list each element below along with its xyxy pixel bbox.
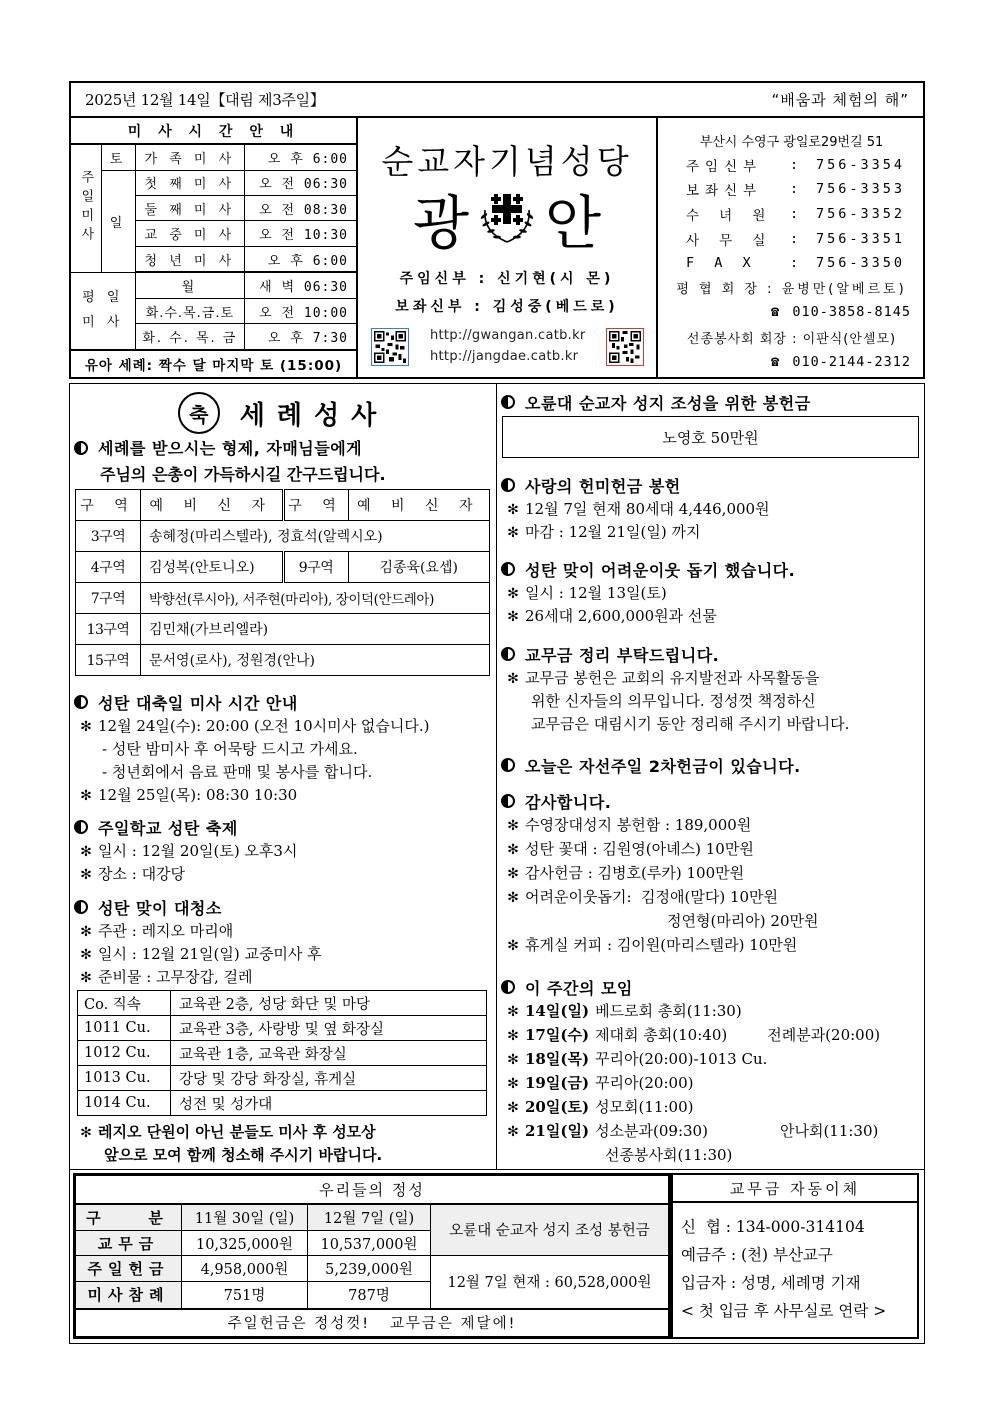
church-name-right: 안 [545, 189, 602, 257]
meeting-events: 꾸리아(20:00) [595, 1074, 694, 1092]
oryundae-donation-section [501, 390, 811, 414]
offering-slogan: 주일헌금은 정성껏! 교무금은 제달에! [76, 1309, 669, 1337]
column-header: 구 역 [76, 490, 141, 521]
thanks-value: 189,000원 [674, 816, 752, 834]
left-column [70, 384, 497, 1169]
section-subline: - 청년회에서 음료 판매 및 봉사를 합니다. [102, 763, 373, 781]
section-line: 일시 : 12월 13일(토) [525, 584, 667, 602]
catechumen-table [75, 489, 490, 676]
section-line: 일시 : 12월 21일(일) 교중미사 후 [98, 945, 322, 963]
value-cell: 751명 [182, 1282, 308, 1309]
meeting-item [501, 1000, 880, 1024]
group-cell: 1013 Cu. [78, 1066, 171, 1091]
depositor-instruction: 입금자 : 성명, 세례명 기재 [681, 1274, 861, 1292]
area-cell: 강당 및 강당 화장실, 휴게실 [171, 1066, 487, 1091]
evangelization-phone: 010-2144-2312 [792, 353, 911, 370]
christmas-mass-section [74, 689, 429, 807]
contact-label: 수 녀 원 [686, 208, 772, 225]
meeting-events: 성모회(11:00) [595, 1098, 694, 1116]
church-name-left: 광 [412, 189, 469, 257]
table-row [76, 552, 490, 583]
asterisk-icon: ✻ [80, 924, 92, 940]
contact-line: 주임신부 : 756-3354 [686, 156, 906, 175]
church-name [358, 176, 656, 260]
celebration-emblem-icon: 축 [178, 392, 220, 434]
names-cell: 박향선(루시아), 서주현(마리아), 장이덕(안드레아) [141, 583, 490, 614]
oryundae-donor-box: 노영호 50만원 [502, 416, 919, 458]
website-link-jangdae[interactable]: http://jangdae.catb.kr [430, 349, 579, 364]
section-title: 사랑의 헌미헌금 봉헌 [525, 476, 681, 496]
meeting-day: 17일(수) [525, 1026, 590, 1044]
website-link-gwangan[interactable]: http://gwangan.catb.kr [430, 328, 586, 343]
section-title: 주일학교 성탄 축제 [98, 818, 238, 838]
section-line: 주관 : 레지오 마리애 [98, 922, 234, 940]
contact-line: F A X : 756-3350 [686, 255, 906, 272]
section-line: 마감 : 12월 21일(일) 까지 [525, 523, 701, 541]
offering-footer [69, 1170, 925, 1344]
value-cell: 4,958,000원 [182, 1256, 308, 1282]
group-cell: 1014 Cu. [78, 1091, 171, 1116]
greeting-line-1: 세례를 받으시는 형제, 자매님들에게 [98, 439, 363, 458]
cleaning-assignment-table [77, 990, 487, 1116]
area-cell: 교육관 2층, 성당 화단 및 마당 [171, 991, 487, 1016]
asterisk-icon: ✻ [507, 586, 519, 602]
contact-line: 보좌신부 : 756-3353 [686, 181, 906, 200]
table-row [76, 521, 490, 552]
section-title: 오륜대 순교자 성지 조성을 위한 봉헌금 [525, 393, 811, 413]
table-row [78, 1016, 487, 1041]
mass-name: 첫 째 미 사 [135, 170, 245, 195]
thanks-label: 휴게실 커피 [525, 936, 603, 954]
half-circle-bullet-icon [74, 695, 88, 709]
asterisk-icon: ✻ [80, 970, 92, 986]
table-row [78, 1091, 487, 1116]
thanks-label: 성탄 꽃대 [525, 840, 588, 858]
section-line: 일시 : 12월 20일(토) 오후3시 [98, 842, 298, 860]
table-row [76, 583, 490, 614]
account-holder: 예금주 : (천) 부산교구 [681, 1246, 833, 1264]
contact-label: F A X [686, 255, 757, 272]
asterisk-icon: ✻ [80, 1125, 92, 1141]
qr-code-gwangan[interactable] [371, 328, 409, 366]
meeting-events-2: 전례분과(20:00) [767, 1026, 881, 1044]
thanks-value: 김병호(루카) 100만원 [597, 864, 745, 882]
section-line: 교무금은 대림시기 동안 정리해 주시기 바랍니다. [531, 715, 850, 733]
asterisk-icon: ✻ [507, 1004, 519, 1020]
asterisk-icon: ✻ [507, 609, 519, 625]
contact-number: 756-3354 [816, 156, 906, 173]
section-line: 장소 : 대강당 [98, 865, 186, 883]
section-line: 교무금 봉헌은 교회의 유지발전과 사목활동을 [525, 669, 820, 687]
column-header: 예 비 신 자 [348, 490, 490, 521]
infant-baptism-notice: 유아 세례: 짝수 달 마지막 토 (15:00) [71, 350, 356, 377]
weekday-label-line-2: 미 사 [82, 314, 124, 330]
half-circle-bullet-icon [74, 441, 88, 455]
column-header: 구 분 [76, 1204, 182, 1231]
half-circle-bullet-icon [501, 980, 515, 994]
area-cell: 교육관 1층, 교육관 화장실 [171, 1041, 487, 1066]
contact-label: 주임신부 [686, 158, 763, 175]
section-line: 12월 24일(수): 20:00 (오전 10시미사 없습니다.) [98, 717, 430, 735]
meeting-events: 베드로회 총회(11:30) [595, 1002, 742, 1020]
section-line: 26세대 2,600,000원과 선물 [525, 607, 717, 625]
church-address: 부산시 수영구 광일로29번길 51 [699, 134, 884, 150]
mass-name: 월 [135, 272, 245, 298]
mass-schedule-title: 미 사 시 간 안 내 [71, 118, 356, 144]
rice-offering-section [501, 472, 770, 544]
row-header: 주일헌금 [76, 1256, 182, 1282]
thanks-section: 감사합니다. ✻ 수영장대성지 봉헌함 : 189,000원 ✻ 성탄 꽃대 : 김원영(아녜스) 10만원 ✻ 감사헌금 : 김병호(루카) 100만원 ✻ 어려운이웃돕기 : 김정애(말다) 10만원 정연형(마리아) 20만원 ✻ 휴게실 커피 : 김이원(마리스텔라) 10만원 [501, 788, 818, 958]
value-cell: 10,537,000원 [308, 1230, 431, 1256]
weekly-meetings-section [501, 974, 880, 1168]
section-title: 이 주간의 모임 [525, 978, 633, 998]
meeting-events-2: 안나회(11:30) [779, 1122, 879, 1140]
evangelization-president: 선종봉사회 회장 : 이판식(안셀모) [686, 331, 897, 347]
asterisk-icon: ✻ [507, 1124, 519, 1140]
table-row [76, 1256, 669, 1282]
zone-cell: 7구역 [76, 583, 141, 614]
zone-cell: 4구역 [76, 552, 141, 583]
asterisk-icon: ✻ [80, 844, 92, 860]
meeting-events: 꾸리아(20:00)-1013 Cu. [595, 1050, 768, 1068]
contact-number: 756-3350 [816, 255, 906, 272]
meeting-item [501, 1024, 880, 1048]
asterisk-icon: ✻ [507, 502, 519, 518]
meeting-day: 14일(일) [525, 1002, 590, 1020]
mass-name: 교 중 미 사 [135, 221, 245, 246]
shrine-offering-value: 12월 7일 현재 : 60,528,000원 [431, 1256, 669, 1309]
section-line: 위한 신자들의 의무입니다. 정성껏 책정하신 [531, 692, 816, 710]
row-header: 미사참례 [76, 1282, 182, 1309]
mass-time: 새 벽 06:30 [245, 272, 356, 298]
names-cell: 김민채(가브리엘라) [141, 614, 490, 645]
value-cell: 10,325,000원 [182, 1230, 308, 1256]
thanks-label: 어려운이웃돕기 [525, 888, 627, 906]
mass-time: 오 전 10:00 [245, 298, 356, 323]
mass-name: 가 족 미 사 [135, 144, 245, 170]
mass-schedule [71, 118, 358, 377]
contact-number: 756-3352 [816, 206, 906, 223]
assistant-priest-name: 보좌신부 : 김성중(베드로) [395, 299, 619, 315]
table-row [78, 1041, 487, 1066]
thanks-value: 김원영(아녜스) 10만원 [602, 840, 754, 858]
asterisk-icon: ✻ [80, 788, 92, 804]
area-cell: 성전 및 성가대 [171, 1091, 487, 1116]
section-line: 12월 25일(목): 08:30 10:30 [98, 786, 298, 804]
meeting-day: 21일(일) [525, 1122, 590, 1140]
council-phone-line [658, 300, 925, 325]
thanks-extra-line: 정연형(마리아) 20만원 [667, 912, 819, 930]
auto-transfer-title: 교무금 자동이체 [673, 1175, 917, 1203]
second-collection-section [501, 752, 801, 778]
asterisk-icon: ✻ [80, 867, 92, 883]
half-circle-bullet-icon [501, 647, 515, 661]
area-cell: 교육관 3층, 사랑방 및 옆 화장실 [171, 1016, 487, 1041]
group-cell: 1012 Cu. [78, 1041, 171, 1066]
note-line-1: 레지오 단원이 아닌 분들도 미사 후 성모상 [98, 1123, 376, 1141]
christmas-charity-section [501, 556, 795, 628]
meeting-day: 18일(목) [525, 1050, 590, 1068]
mass-time: 오 전 08:30 [245, 195, 356, 220]
table-row [78, 991, 487, 1016]
half-circle-bullet-icon [501, 395, 515, 409]
asterisk-icon: ✻ [507, 1052, 519, 1068]
row-header: 교무금 [76, 1230, 182, 1256]
column-header: 구 역 [283, 490, 348, 521]
pastor-name: 주임신부 : 신기현(시 몬) [399, 271, 615, 287]
contact-line: 수 녀 원 : 756-3352 [686, 206, 906, 225]
names-cell: 송혜정(마리스텔라), 정효석(알렉시오) [141, 521, 490, 552]
mass-name: 화. 수. 목. 금 [135, 324, 245, 350]
telephone-icon: ☎ [770, 304, 781, 321]
asterisk-icon: ✻ [507, 1100, 519, 1116]
section-line: 12월 7일 현재 80세대 4,446,000원 [525, 500, 770, 518]
mass-time: 오 전 06:30 [245, 170, 356, 195]
asterisk-icon: ✻ [507, 890, 519, 906]
mass-time: 오 후 6:00 [245, 246, 356, 272]
contact-office-note: < 첫 입금 후 사무실로 연락 > [681, 1302, 887, 1320]
meeting-item [501, 1120, 880, 1144]
church-subtitle: 순교자기념성당 [381, 142, 633, 181]
names-cell: 김성복(안토니오) [141, 552, 284, 583]
mass-name: 둘 째 미 사 [135, 195, 245, 220]
cleaning-section [74, 894, 494, 989]
table-row [76, 645, 490, 676]
baptism-heading [70, 392, 496, 434]
asterisk-icon: ✻ [80, 719, 92, 735]
section-subline: - 성탄 밤미사 후 어묵탕 드시고 가세요. [102, 740, 358, 758]
asterisk-icon: ✻ [507, 1028, 519, 1044]
zone-cell: 9구역 [283, 552, 348, 583]
thanks-label: 수영장대성지 봉헌함 [525, 816, 661, 834]
contact-line: 사 무 실 : 756-3351 [686, 230, 906, 249]
offering-summary [73, 1173, 671, 1339]
mass-name: 화.수.목.금.토 [135, 298, 245, 323]
contact-label: 보좌신부 [686, 183, 763, 200]
meeting-item [501, 1072, 880, 1096]
asterisk-icon: ✻ [507, 1076, 519, 1092]
section-title: 오늘은 자선주일 2차헌금이 있습니다. [525, 756, 801, 776]
value-cell: 787명 [308, 1282, 431, 1309]
church-dues-section [501, 641, 849, 736]
bank-account: 신 협 : 134-000-314104 [681, 1218, 865, 1236]
table-row [76, 614, 490, 645]
church-contacts [658, 118, 925, 377]
meeting-events: 성소분과(09:30) [595, 1122, 708, 1140]
value-cell: 5,239,000원 [308, 1256, 431, 1282]
section-title: 성탄 대축일 미사 시간 안내 [98, 693, 298, 713]
jerusalem-cross-wreath-icon [475, 188, 539, 248]
section-title: 감사합니다. [525, 792, 612, 812]
council-president: 평 협 회 장 : 윤병만(알베르토) [676, 282, 907, 298]
thanks-value: 김정애(말다) 10만원 [641, 888, 779, 906]
bulletin-masthead [69, 118, 925, 379]
mass-time: 오 후 7:30 [245, 324, 356, 350]
half-circle-bullet-icon [74, 900, 88, 914]
evangelization-phone-line [658, 349, 925, 374]
sunday-school-section [74, 814, 297, 886]
mass-name: 청 년 미 사 [135, 246, 245, 272]
meeting-item [501, 1096, 880, 1120]
asterisk-icon: ✻ [80, 947, 92, 963]
offering-table [75, 1175, 669, 1337]
auto-transfer-box [671, 1173, 919, 1339]
weekday-label-line-1: 평 일 [82, 290, 124, 306]
half-circle-bullet-icon [74, 820, 88, 834]
weekday-mass-label [71, 272, 135, 350]
half-circle-bullet-icon [501, 562, 515, 576]
contact-number: 756-3353 [816, 181, 906, 198]
section-title: 교무금 정리 부탁드립니다. [525, 645, 720, 665]
column-header: 12월 7일 (일) [308, 1204, 431, 1231]
bulletin-body [69, 383, 925, 1170]
church-identity [358, 118, 658, 377]
cleaning-note [74, 1121, 382, 1167]
thanks-value: 김이원(마리스텔라) 10만원 [616, 936, 798, 954]
telephone-icon: ☎ [770, 353, 781, 370]
names-cell: 김종육(요셉) [348, 552, 490, 583]
sunday-mass-label: 주일미사 [71, 144, 101, 272]
qr-code-jangdae[interactable] [606, 328, 644, 366]
note-line-2: 앞으로 모여 함께 청소해 주시기 바랍니다. [104, 1146, 383, 1164]
meeting-events: 제대회 총회(10:40) [595, 1026, 728, 1044]
baptism-greeting [74, 436, 386, 485]
mass-time: 오 전 10:30 [245, 221, 356, 246]
right-column [497, 384, 924, 1169]
council-phone: 010-3858-8145 [792, 304, 911, 321]
meeting-item [501, 1048, 880, 1072]
asterisk-icon: ✻ [507, 671, 519, 687]
section-title: 성탄 맞이 어려운이웃 돕기 했습니다. [525, 560, 796, 580]
names-cell: 문서영(로사), 정원경(안나) [141, 645, 490, 676]
offering-title: 우리들의 정성 [76, 1176, 669, 1204]
saturday-label: 토 [101, 144, 135, 170]
asterisk-icon: ✻ [507, 525, 519, 541]
year-motto: “배움과 체험의 해” [771, 91, 909, 109]
table-row [78, 1066, 487, 1091]
half-circle-bullet-icon [501, 794, 515, 808]
asterisk-icon: ✻ [507, 842, 519, 858]
bulletin-header-bar [69, 81, 925, 118]
bulletin-date: 2025년 12월 14일【대림 제3주일】 [85, 91, 325, 109]
meeting-extra-line: 선종봉사회(11:30) [605, 1146, 733, 1164]
shrine-offering-label: 오륜대 순교자 성지 조성 봉헌금 [431, 1204, 669, 1256]
mass-time: 오 후 6:00 [245, 144, 356, 170]
column-header: 예 비 신 자 [141, 490, 284, 521]
thanks-label: 감사헌금 [525, 864, 583, 882]
group-cell: Co. 직속 [78, 991, 171, 1016]
asterisk-icon: ✻ [507, 866, 519, 882]
zone-cell: 3구역 [76, 521, 141, 552]
zone-cell: 13구역 [76, 614, 141, 645]
section-title: 성탄 맞이 대청소 [98, 898, 222, 918]
zone-cell: 15구역 [76, 645, 141, 676]
sunday-label: 일 [101, 170, 135, 272]
contact-label: 사 무 실 [686, 232, 772, 249]
asterisk-icon: ✻ [507, 938, 519, 954]
meeting-day: 19일(금) [525, 1074, 590, 1092]
group-cell: 1011 Cu. [78, 1016, 171, 1041]
column-header: 11월 30일 (일) [182, 1204, 308, 1231]
greeting-line-2: 주님의 은총이 가득하시길 간구드립니다. [100, 465, 386, 484]
contact-number: 756-3351 [816, 230, 906, 247]
asterisk-icon: ✻ [507, 818, 519, 834]
meeting-day: 20일(토) [525, 1098, 590, 1116]
section-line: 준비물 : 고무장갑, 걸레 [98, 968, 253, 986]
baptism-title: 세례성사 [239, 400, 389, 431]
auto-transfer-details [673, 1203, 917, 1327]
half-circle-bullet-icon [501, 758, 515, 772]
half-circle-bullet-icon [501, 478, 515, 492]
